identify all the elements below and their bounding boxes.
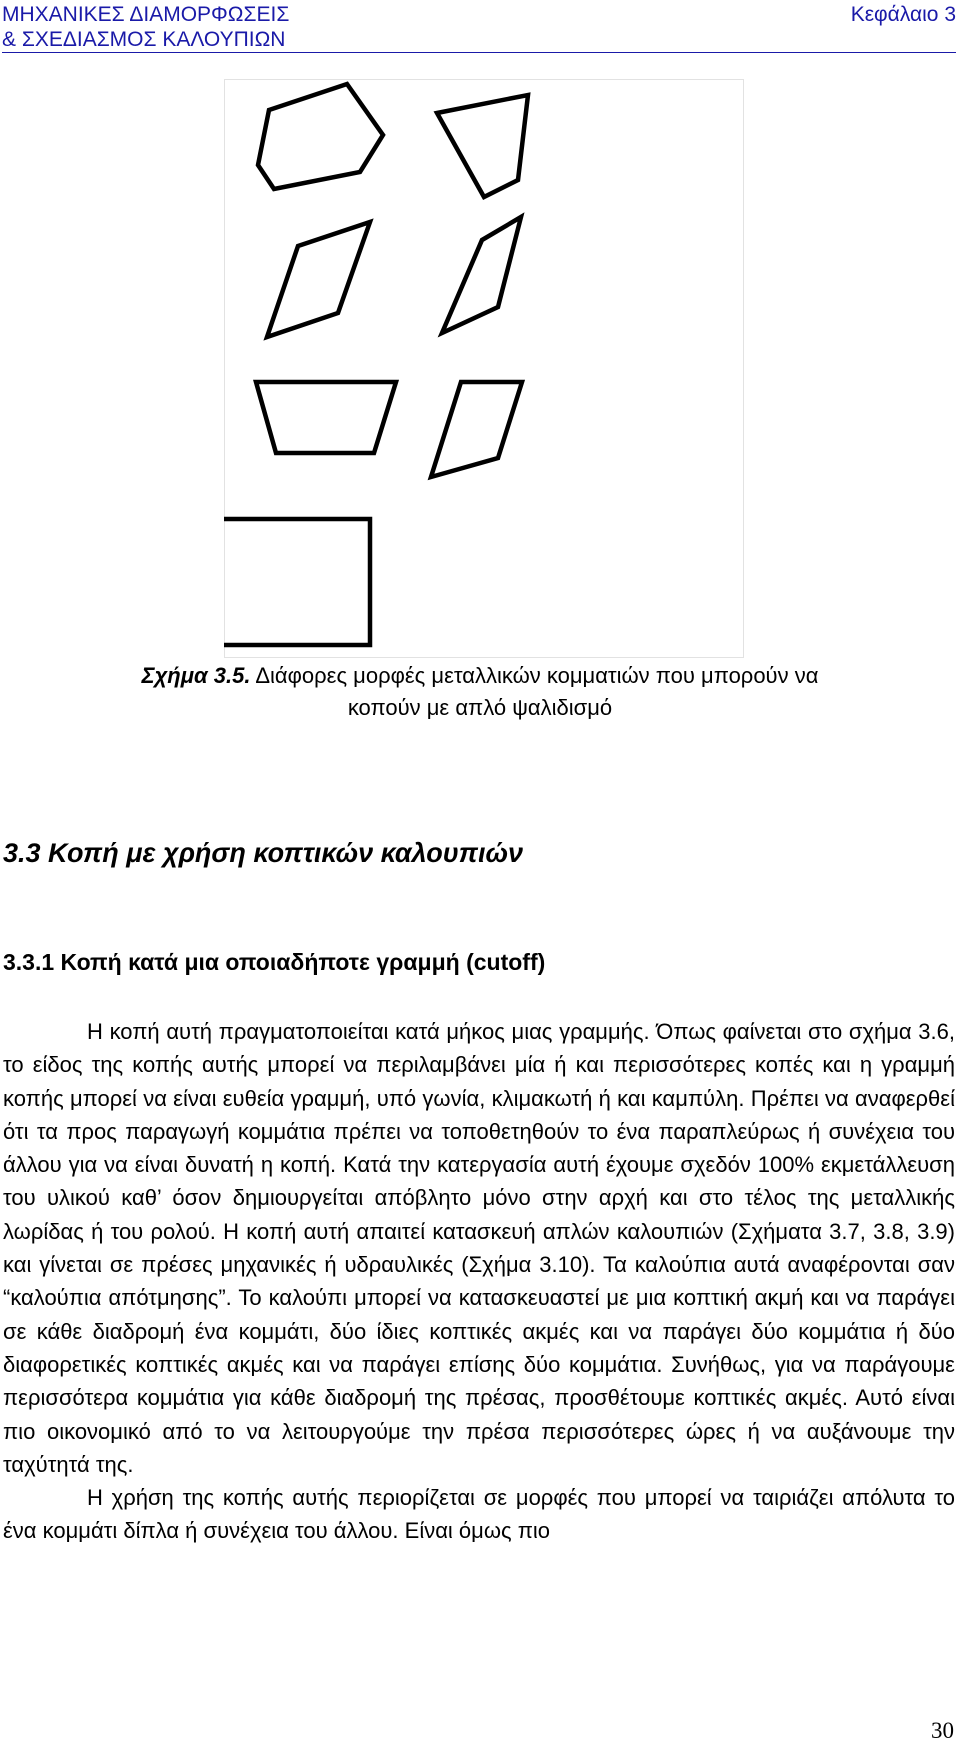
figure-drawing [224,79,744,658]
caption-label: Σχήμα 3.5. [141,663,251,688]
paragraph: Η κοπή αυτή πραγματοποιείται κατά μήκος μιας γραμμής. Όπως φαίνεται στο σχήμα 3.6, το είδος της κοπής αυτής μπορεί να περιλαμβάνει μία ή και περισσότερες κοπές και η γραμμή κοπής μπορεί να είναι ευθεία γραμμή, υπό γωνία, κλιμακωτή ή και καμπύλη. Πρέπει να αναφερθεί ότι τα προς παραγωγή κομμάτια πρέπει να τοποθετηθούν το ένα παραπλεύρως ή συνέχεια του άλλου για να είναι δυνατή η κοπή. Κατά την κατεργασία αυτή έχουμε σχεδόν 100% εκμετάλλευση του υλικού καθ’ όσον δημιουργείται απόβλητο μόνο στην αρχή και στο τέλος της μεταλλικής λωρίδας ή του ρολού. Η κοπή αυτή απαιτεί κατασκευή απλών καλουπιών (Σχήματα 3.7, 3.8, 3.9) και γίνεται σε πρέσες μηχανικές ή υδραυλικές (Σχήμα 3.10). Τα καλούπια αυτά αναφέρονται σαν “καλούπια απότμησης”. Το καλούπι μπορεί να κατασκευαστεί με μια κοπτική ακμή και να παράγει σε κάθε διαδρομή ένα κομμάτι, δύο ίδιες κοπτικές ακμές και να παράγει δύο κομμάτια ή δύο διαφορετικές κοπτικές ακμές και να παράγει επίσης δύο κομμάτια. Συνήθως, για να παράγουμε περισσότερα κομμάτια για κάθε διαδρομή της πρέσας, προσθέτουμε κοπτικές ακμές. Αυτό είναι πιο οικονομικό από το να λειτουργούμε την πρέσα περισσότερες ώρες ή να αυξάνουμε την ταχύτητά της. [3,1019,955,1477]
header-title-line1: ΜΗΧΑΝΙΚΕΣ ΔΙΑΜΟΡΦΩΣΕΙΣ [2,3,290,26]
caption-text: Διάφορες μορφές μεταλλικών κομματιών που μπορούν να κοπούν με απλό ψαλιδισμό [250,663,819,720]
subsection-heading: 3.3.1 Κοπή κατά μια οποιαδήποτε γραμμή (cutoff) [3,949,546,975]
header-title [2,2,289,52]
page-header [2,0,956,53]
body-text [3,1015,955,1548]
header-title-line2: & ΣΧΕΔΙΑΣΜΟΣ ΚΑΛΟΥΠΙΩΝ [2,28,286,51]
paragraph: Η χρήση της κοπής αυτής περιορίζεται σε μορφές που μπορεί να ταιριάζει απόλυτα το ένα κομμάτι δίπλα ή συνέχεια του άλλου. Είναι όμως πιο [3,1485,955,1544]
section-heading: 3.3 Κοπή με χρήση κοπτικών καλουπιών [3,838,524,868]
figure-caption [140,660,820,724]
figure-shapes [224,79,744,658]
page-number: 30 [931,1718,954,1743]
header-chapter: Κεφάλαιο 3 [850,3,956,26]
